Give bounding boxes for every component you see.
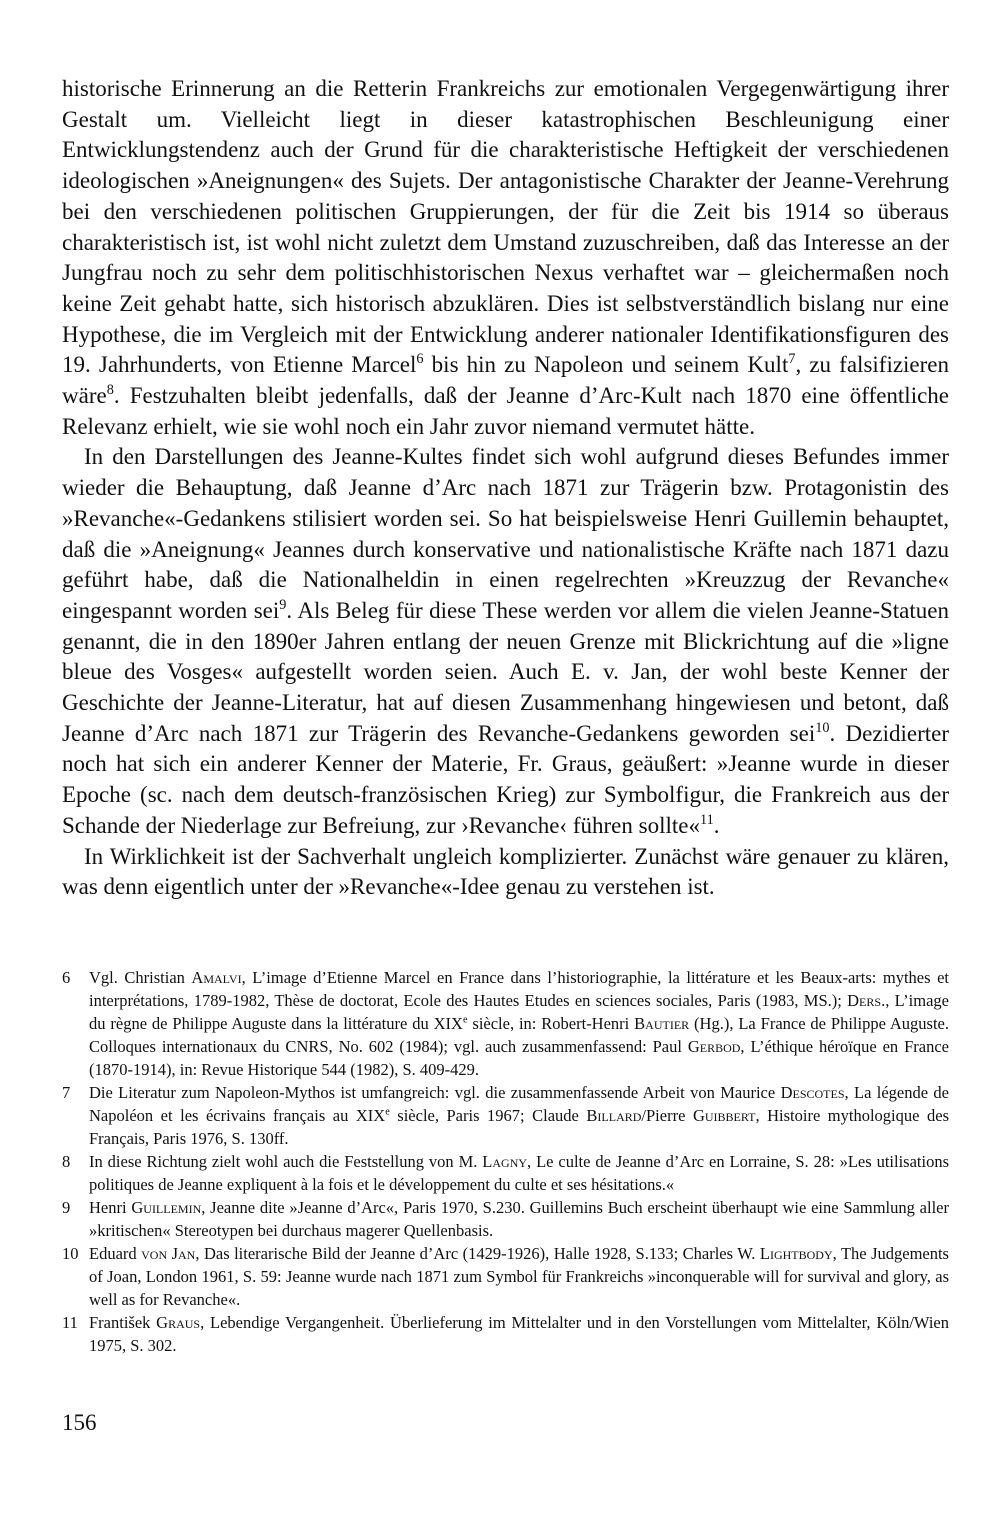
text-run: , Le culte de Jeanne d’Arc en Lorraine, S. 28: »Les utilisations politiques de Jeanne expliquent à la fois et le développement du culte et ses hésitations.« xyxy=(89,1152,949,1194)
footnote-marker: 9 xyxy=(279,597,287,614)
text-run: Eduard xyxy=(89,1244,142,1263)
text-run: . Dezidierter noch hat sich ein anderer Kenner der Materie, Fr. Graus, geäußert: »Jeanne wurde in dieser Epoche (sc. nach dem deutsch-französischen Krieg) zur Symbolfigur, die Frankreich aus der Schande der Niederlage zur Befreiung, zur ›Revanche‹ führen sollte« xyxy=(62,720,949,838)
text-run: In den Darstellungen des Jeanne-Kultes findet sich wohl aufgrund dieses Befundes immer wieder die Behauptung, daß Jeanne d’Arc nach 1871 zur Trägerin bzw. Protagonistin des »Revanche«-Gedankens stilisiert worden sei. So hat beispielsweise Henri Guillemin behauptet, daß die »Aneignung« Jeannes durch konservative und nationalistische Kräfte nach 1871 dazu geführt habe, daß die Nationalheldin in einen regelrechten »Kreuzzug der Revanche« eingespannt worden sei xyxy=(62,444,949,623)
text-run: , Histoire mythologique des Français, Paris 1976, S. 130ff. xyxy=(89,1106,949,1148)
text-run: , Lebendige Vergangenheit. Überlieferung im Mittelalter und in den Vorstellungen vom Mittelalter, Köln/Wien 1975, S. 302. xyxy=(89,1313,949,1355)
author-name: Billard xyxy=(586,1106,642,1125)
paragraph xyxy=(62,442,949,841)
author-name: Bautier xyxy=(634,1014,690,1033)
footnote-number: 11 xyxy=(62,1313,78,1332)
text-run: /Pierre xyxy=(641,1106,693,1125)
text-run: siècle, Paris 1967; Claude xyxy=(389,1106,587,1125)
footnote-marker: e xyxy=(462,1014,468,1026)
paragraph xyxy=(62,74,949,442)
text-run: In Wirklichkeit ist der Sachverhalt ungleich komplizierter. Zunächst wäre genauer zu klären, was denn eigentlich unter der »Revanche«-Idee genau zu verstehen ist. xyxy=(62,843,949,900)
footnote xyxy=(62,1081,949,1150)
text-run: , L’image d’Etienne Marcel en France dans l’historiographie, la littérature et les Beaux-arts: mythes et interprétations, 1789-1982, Thèse de doctorat, Ecole des Hautes Etudes en sciences sociales, Paris (1983, MS.); xyxy=(89,968,949,1010)
text-run: , La légende de Napoléon et les écrivains français au XIX xyxy=(89,1083,949,1125)
text-run: , L’éthique héroïque en France (1870-1914), in: Revue Historique 544 (1982), S. 409-429. xyxy=(89,1037,949,1079)
author-name: Ders. xyxy=(847,991,886,1010)
text-run: Vgl. Christian xyxy=(89,968,192,987)
paragraph xyxy=(62,842,949,903)
footnote-number: 6 xyxy=(62,968,71,987)
author-name: Lagny xyxy=(482,1152,528,1171)
text-run: František xyxy=(89,1313,157,1332)
footnote xyxy=(62,1242,949,1311)
body-text xyxy=(62,74,949,903)
text-run: , The Judgements of Joan, London 1961, S. 59: Jeanne wurde nach 1871 zum Symbol für Frankreichs »inconquerable will for survival and glory, as well as for Revanche«. xyxy=(89,1244,949,1309)
footnote-marker: 7 xyxy=(788,351,796,368)
footnote-marker: e xyxy=(385,1106,390,1118)
footnote-marker: 10 xyxy=(815,719,830,736)
author-name: Lightbody xyxy=(759,1244,833,1263)
text-run: , Das literarische Bild der Jeanne d’Arc (1429-1926), Halle 1928, S.133; Charles W. xyxy=(195,1244,760,1263)
author-name: Descotes xyxy=(780,1083,845,1102)
text-run: , Jeanne dite »Jeanne d’Arc«, Paris 1970, S.230. Guillemins Buch erscheint überhaupt wie eine Sammlung aller »kritischen« Stereotypen bei durchaus magerer Quellenbasis. xyxy=(89,1198,949,1240)
text-run: Henri xyxy=(89,1198,132,1217)
footnote xyxy=(62,1196,949,1242)
footnote-marker: 8 xyxy=(106,382,114,399)
footnote-number: 7 xyxy=(62,1083,71,1102)
author-name: Gerbod xyxy=(687,1037,741,1056)
text-run: , L’image du règne de Philippe Auguste dans la littérature du XIX xyxy=(89,991,949,1033)
text-run: Die Literatur zum Napoleon-Mythos ist umfangreich: vgl. die zusammenfassende Arbeit von Maurice xyxy=(89,1083,781,1102)
author-name: von Jan xyxy=(141,1244,196,1263)
text-run: In diese Richtung zielt wohl auch die Feststellung von M. xyxy=(89,1152,483,1171)
footnotes xyxy=(62,966,949,1357)
footnote-marker: 11 xyxy=(699,812,714,829)
text-run: historische Erinnerung an die Retterin Frankreichs zur emotionalen Vergegenwärtigung ihrer Gestalt um. Vielleicht liegt in dieser katastrophischen Beschleunigung einer Entwicklungstendenz auch der Grund für die charakteristische Heftigkeit der verschiedenen ideologischen »Aneignungen« des Sujets. Der antagonistische Charakter der Jeanne-Verehrung bei den verschiedenen politischen Gruppierungen, der für die Zeit bis 1914 so überaus charakteristisch ist, ist wohl nicht zuletzt dem Umstand zuzuschreiben, daß das Interesse an der Jungfrau noch zu sehr dem politischhistorischen Nexus verhaftet war – gleichermaßen noch keine Zeit gehabt hatte, sich historisch abzuklären. Dies ist selbstverständlich bislang nur eine Hypothese, die im Vergleich mit der Entwicklung anderer nationaler Identifikationsfiguren des 19. Jahrhunderts, von Etienne Marcel xyxy=(62,76,949,378)
footnote xyxy=(62,1150,949,1196)
footnote-marker: 6 xyxy=(416,351,424,368)
text-run: (Hg.), La France de Philippe Auguste. Colloques internationaux du CNRS, No. 602 (1984); vgl. auch zusammenfassend: Paul xyxy=(89,1014,949,1056)
footnote xyxy=(62,966,949,1081)
text-run: , zu falsifizieren wäre xyxy=(62,352,950,409)
text-run: . Als Beleg für diese These werden vor allem die vielen Jeanne-Statuen genannt, die in den 1890er Jahren entlang der neuen Grenze mit Blickrichtung auf die »ligne bleue des Vosges« aufgestellt worden seien. Auch E. v. Jan, der wohl beste Kenner der Geschichte der Jeanne-Literatur, hat auf diesen Zusammenhang hingewiesen und betont, daß Jeanne d’Arc nach 1871 zur Trägerin des Revanche-Gedankens geworden sei xyxy=(62,597,949,746)
author-name: Guibbert xyxy=(692,1106,756,1125)
footnote xyxy=(62,1311,949,1357)
author-name: Graus xyxy=(156,1313,201,1332)
text-run: bis hin zu Napoleon und seinem Kult xyxy=(423,352,789,378)
footnote-number: 10 xyxy=(62,1244,79,1263)
footnote-number: 8 xyxy=(62,1152,71,1171)
text-run: . xyxy=(713,812,720,838)
text-run: . Festzuhalten bleibt jedenfalls, daß der Jeanne d’Arc-Kult nach 1870 eine öffentliche Relevanz erhielt, wie sie wohl noch ein Jahr zuvor niemand vermutet hätte. xyxy=(62,383,949,439)
author-name: Amalvi xyxy=(191,968,242,987)
page-number: 156 xyxy=(62,1410,97,1435)
footnote-number: 9 xyxy=(62,1198,71,1217)
text-run: siècle, in: Robert-Henri xyxy=(467,1014,635,1033)
author-name: Guillemin xyxy=(131,1198,202,1217)
